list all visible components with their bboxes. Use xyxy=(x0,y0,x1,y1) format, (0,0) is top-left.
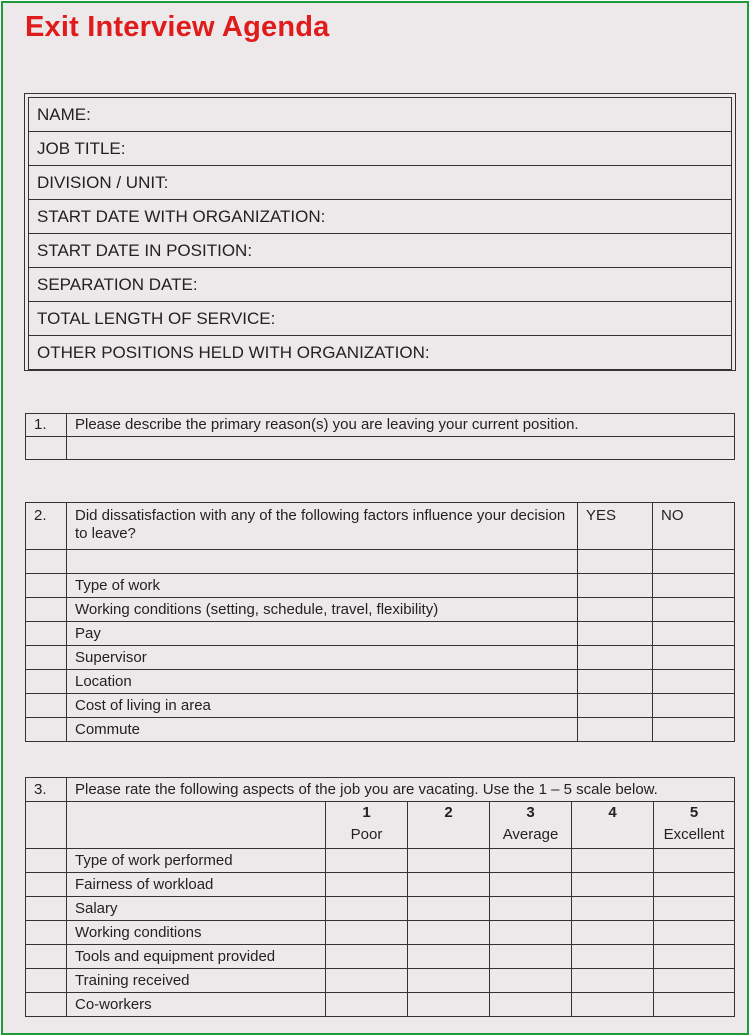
scale-header-1 xyxy=(326,802,408,849)
info-field-name[interactable]: NAME: xyxy=(29,98,732,132)
factor-no-cell[interactable] xyxy=(653,574,735,598)
blank-cell xyxy=(26,897,67,921)
rating-cell[interactable] xyxy=(654,945,735,969)
blank-cell xyxy=(67,550,578,574)
factor-label: Type of work xyxy=(67,574,578,598)
rating-cell[interactable] xyxy=(326,897,408,921)
blank-cell xyxy=(653,550,735,574)
rating-cell[interactable] xyxy=(408,993,490,1017)
rating-cell[interactable] xyxy=(490,897,572,921)
blank-cell xyxy=(26,550,67,574)
rating-cell[interactable] xyxy=(326,873,408,897)
rating-cell[interactable] xyxy=(326,969,408,993)
scale-number: 2 xyxy=(444,804,453,821)
page-title: Exit Interview Agenda xyxy=(25,11,330,43)
blank-cell xyxy=(26,873,67,897)
rating-cell[interactable] xyxy=(408,921,490,945)
rating-cell[interactable] xyxy=(490,993,572,1017)
question-2-number: 2. xyxy=(26,503,67,550)
factor-no-cell[interactable] xyxy=(653,694,735,718)
factor-label: Supervisor xyxy=(67,646,578,670)
scale-label: Excellent xyxy=(663,826,725,843)
blank-cell xyxy=(26,622,67,646)
question-3-table xyxy=(25,777,735,1017)
question-1-answer-field[interactable] xyxy=(67,437,735,460)
factor-yes-cell[interactable] xyxy=(578,574,653,598)
question-2-text: Did dissatisfaction with any of the following factors influence your decision to leave? xyxy=(67,503,578,550)
aspect-label: Training received xyxy=(67,969,326,993)
rating-cell[interactable] xyxy=(490,921,572,945)
info-field-start-date-org[interactable]: START DATE WITH ORGANIZATION: xyxy=(29,200,732,234)
aspect-label: Type of work performed xyxy=(67,849,326,873)
factor-yes-cell[interactable] xyxy=(578,646,653,670)
factor-no-cell[interactable] xyxy=(653,598,735,622)
scale-header-4 xyxy=(572,802,654,849)
blank-cell xyxy=(26,670,67,694)
factor-label: Cost of living in area xyxy=(67,694,578,718)
blank-cell xyxy=(26,969,67,993)
factor-no-cell[interactable] xyxy=(653,622,735,646)
rating-cell[interactable] xyxy=(408,897,490,921)
aspect-label: Working conditions xyxy=(67,921,326,945)
question-3-text: Please rate the following aspects of the job you are vacating. Use the 1 – 5 scale below. xyxy=(67,778,735,802)
rating-cell[interactable] xyxy=(572,921,654,945)
scale-number: 4 xyxy=(608,804,617,821)
rating-cell[interactable] xyxy=(326,945,408,969)
question-1-number: 1. xyxy=(26,414,67,437)
aspect-label: Co-workers xyxy=(67,993,326,1017)
blank-cell xyxy=(67,802,326,849)
aspect-label: Fairness of workload xyxy=(67,873,326,897)
blank-cell xyxy=(26,945,67,969)
question-1-text: Please describe the primary reason(s) you are leaving your current position. xyxy=(67,414,735,437)
info-field-separation-date[interactable]: SEPARATION DATE: xyxy=(29,268,732,302)
rating-cell[interactable] xyxy=(572,993,654,1017)
rating-cell[interactable] xyxy=(572,945,654,969)
rating-cell[interactable] xyxy=(572,873,654,897)
factor-yes-cell[interactable] xyxy=(578,694,653,718)
rating-cell[interactable] xyxy=(572,849,654,873)
rating-cell[interactable] xyxy=(490,969,572,993)
factor-yes-cell[interactable] xyxy=(578,622,653,646)
factor-no-cell[interactable] xyxy=(653,718,735,742)
blank-cell xyxy=(26,718,67,742)
scale-label: Poor xyxy=(350,826,383,843)
factor-label: Commute xyxy=(67,718,578,742)
employee-info-block xyxy=(24,93,736,371)
factor-label: Working conditions (setting, schedule, travel, flexibility) xyxy=(67,598,578,622)
rating-cell[interactable] xyxy=(654,873,735,897)
employee-info-table xyxy=(28,97,732,370)
blank-cell xyxy=(26,993,67,1017)
info-field-division[interactable]: DIVISION / UNIT: xyxy=(29,166,732,200)
factor-yes-cell[interactable] xyxy=(578,718,653,742)
factor-label: Location xyxy=(67,670,578,694)
rating-cell[interactable] xyxy=(490,849,572,873)
blank-cell xyxy=(26,574,67,598)
rating-cell[interactable] xyxy=(572,969,654,993)
scale-number: 1 xyxy=(362,804,371,821)
rating-cell[interactable] xyxy=(326,849,408,873)
rating-cell[interactable] xyxy=(654,849,735,873)
rating-cell[interactable] xyxy=(408,873,490,897)
rating-cell[interactable] xyxy=(654,969,735,993)
rating-cell[interactable] xyxy=(572,897,654,921)
info-field-start-date-position[interactable]: START DATE IN POSITION: xyxy=(29,234,732,268)
blank-cell xyxy=(26,646,67,670)
document-page xyxy=(1,1,749,1035)
info-field-other-positions[interactable]: OTHER POSITIONS HELD WITH ORGANIZATION: xyxy=(29,336,732,370)
blank-cell xyxy=(578,550,653,574)
blank-cell xyxy=(26,694,67,718)
rating-cell[interactable] xyxy=(408,969,490,993)
question-1-table xyxy=(25,413,735,460)
scale-number: 5 xyxy=(689,804,699,821)
rating-cell[interactable] xyxy=(408,945,490,969)
question-3-number: 3. xyxy=(26,778,67,802)
blank-cell xyxy=(26,921,67,945)
blank-cell xyxy=(26,598,67,622)
rating-cell[interactable] xyxy=(326,993,408,1017)
question-2-table xyxy=(25,502,735,742)
scale-header-5 xyxy=(654,802,735,849)
scale-header-2 xyxy=(408,802,490,849)
factor-yes-cell[interactable] xyxy=(578,670,653,694)
factor-yes-cell[interactable] xyxy=(578,598,653,622)
aspect-label: Tools and equipment provided xyxy=(67,945,326,969)
rating-cell[interactable] xyxy=(490,873,572,897)
rating-cell[interactable] xyxy=(326,921,408,945)
info-field-job-title[interactable]: JOB TITLE: xyxy=(29,132,732,166)
rating-cell[interactable] xyxy=(654,921,735,945)
blank-cell xyxy=(26,849,67,873)
scale-header-3 xyxy=(490,802,572,849)
no-column-header: NO xyxy=(653,503,735,550)
scale-label: Average xyxy=(502,826,559,843)
rating-cell[interactable] xyxy=(654,993,735,1017)
rating-cell[interactable] xyxy=(490,945,572,969)
question-1-answer-num-cell xyxy=(26,437,67,460)
factor-no-cell[interactable] xyxy=(653,646,735,670)
info-field-length-of-service[interactable]: TOTAL LENGTH OF SERVICE: xyxy=(29,302,732,336)
factor-no-cell[interactable] xyxy=(653,670,735,694)
yes-column-header: YES xyxy=(578,503,653,550)
rating-cell[interactable] xyxy=(654,897,735,921)
blank-cell xyxy=(26,802,67,849)
aspect-label: Salary xyxy=(67,897,326,921)
scale-number: 3 xyxy=(526,804,535,821)
factor-label: Pay xyxy=(67,622,578,646)
rating-cell[interactable] xyxy=(408,849,490,873)
